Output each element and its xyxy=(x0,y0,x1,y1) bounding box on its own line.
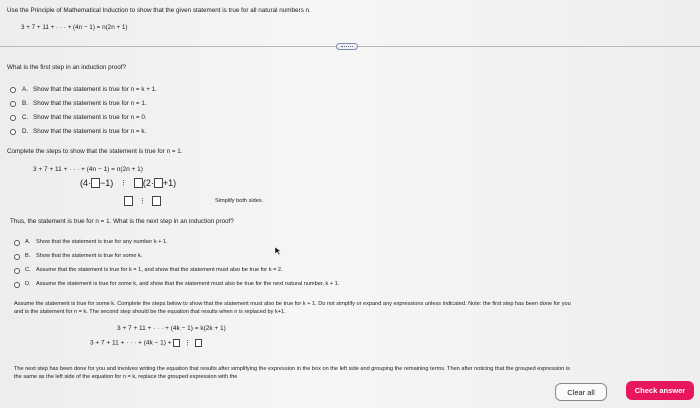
q3-option-c-radio[interactable] xyxy=(14,268,20,274)
q3-option-b-radio[interactable] xyxy=(14,254,20,260)
q2-left-n-input[interactable] xyxy=(91,178,100,188)
footer-text-2: the same as the left side of the equation for n = k, replace the grouped expression with the xyxy=(14,374,238,380)
q4-equation-1: 3 + 7 + 11 + · · · + (4k − 1) = k(2k + 1) xyxy=(117,325,226,332)
q3-option-d-text[interactable]: Assume the statement is true for some k, and show that the statement must also be true for the next natural number, k + 1. xyxy=(36,281,340,287)
check-answer-button[interactable]: Check answer xyxy=(626,381,694,400)
q2-eq2-part-d: +1) xyxy=(162,178,177,188)
q1-option-d-text[interactable]: Show that the statement is true for n = k. xyxy=(33,128,147,135)
q2-equation-1: 3 + 7 + 11 + · · · + (4n − 1) = n(2n + 1) xyxy=(33,166,143,173)
q4-right-input[interactable] xyxy=(195,339,202,347)
q3-option-a-radio[interactable] xyxy=(14,240,20,246)
q3-option-c-text[interactable]: Assume that the statement is true for k = 1, and show that the statement must also be true for k = 2. xyxy=(36,267,283,273)
q2-left-result-input[interactable] xyxy=(124,196,133,206)
simplify-hint: Simplify both sides. xyxy=(215,198,264,204)
q1-option-a-radio[interactable] xyxy=(10,87,16,93)
q1-option-b-letter: B. xyxy=(22,100,28,107)
q3-option-a-letter: A. xyxy=(25,239,31,245)
footer-text-1: The next step has been done for you and involves writing the equation that results after simplifying the expression in the box on the left side and grouping the remaining terms. Then after noticing that the grouped expression is xyxy=(14,366,570,372)
q2-prompt: Complete the steps to show that the statement is true for n = 1. xyxy=(7,148,183,155)
q1-option-c-radio[interactable] xyxy=(10,115,16,121)
q1-option-c-text[interactable]: Show that the statement is true for n = 0. xyxy=(33,114,147,121)
q1-option-a-letter: A. xyxy=(22,86,28,93)
instruction-text: Use the Principle of Mathematical Induction to show that the given statement is true for all natural numbers n. xyxy=(7,7,311,14)
q1-prompt: What is the first step in an induction proof? xyxy=(7,64,127,71)
q1-option-c-letter: C. xyxy=(22,114,29,121)
q3-option-b-letter: B. xyxy=(25,253,31,259)
q4-instruction-1: Assume the statement is true for some k. Complete the steps below to show that the statement must also be true for k + 1. Do not simplify or expand any expressions unless indicated. Note: the first step has been done for you xyxy=(14,301,571,307)
q1-option-a-text[interactable]: Show that the statement is true for n = k + 1. xyxy=(33,86,157,93)
q4-equation-2: 3 + 7 + 11 + · · · + (4k − 1) + ⋮ xyxy=(90,339,202,347)
statement-equation: 3 + 7 + 11 + · · · + (4n − 1) = n(2n + 1) xyxy=(21,24,128,31)
q2-right-n2-input[interactable] xyxy=(154,178,163,188)
q3-option-c-letter: C. xyxy=(25,267,31,273)
q1-option-b-radio[interactable] xyxy=(10,101,16,107)
q3-option-a-text[interactable]: Show that the statement is true for any number k + 1. xyxy=(36,239,168,245)
expand-button[interactable] xyxy=(336,43,358,50)
mouse-cursor-icon xyxy=(274,246,282,256)
q2-eq2-part-c: (2· xyxy=(142,178,154,188)
q4-term-input[interactable] xyxy=(173,339,180,347)
q1-option-d-letter: D. xyxy=(22,128,29,135)
clear-all-button[interactable]: Clear all xyxy=(555,383,607,401)
q3-option-b-text[interactable]: Show that the statement is true for some k. xyxy=(36,253,143,259)
q3-option-d-letter: D. xyxy=(25,281,31,287)
q1-option-b-text[interactable]: Show that the statement is true for n = 1. xyxy=(33,100,147,107)
q3-prompt: Thus, the statement is true for n = 1. What is the next step in an induction proof? xyxy=(10,218,234,225)
q2-eq2-part-b: −1) xyxy=(100,178,114,188)
q2-eq2-part-a: (4· xyxy=(80,178,91,188)
q2-equation-3: ⋮ xyxy=(124,196,161,206)
q2-equation-2: (4· −1) ⋮ (2· +1) xyxy=(80,178,177,188)
q4-instruction-2: and is the statement for n = k. The second step should be the equation that results when n is replaced by k+1. xyxy=(14,309,286,315)
q4-eq2-text: 3 + 7 + 11 + · · · + (4k − 1) + xyxy=(90,339,172,347)
q1-option-d-radio[interactable] xyxy=(10,129,16,135)
q2-right-result-input[interactable] xyxy=(152,196,161,206)
q3-option-d-radio[interactable] xyxy=(14,282,20,288)
q2-right-n-input[interactable] xyxy=(134,178,143,188)
